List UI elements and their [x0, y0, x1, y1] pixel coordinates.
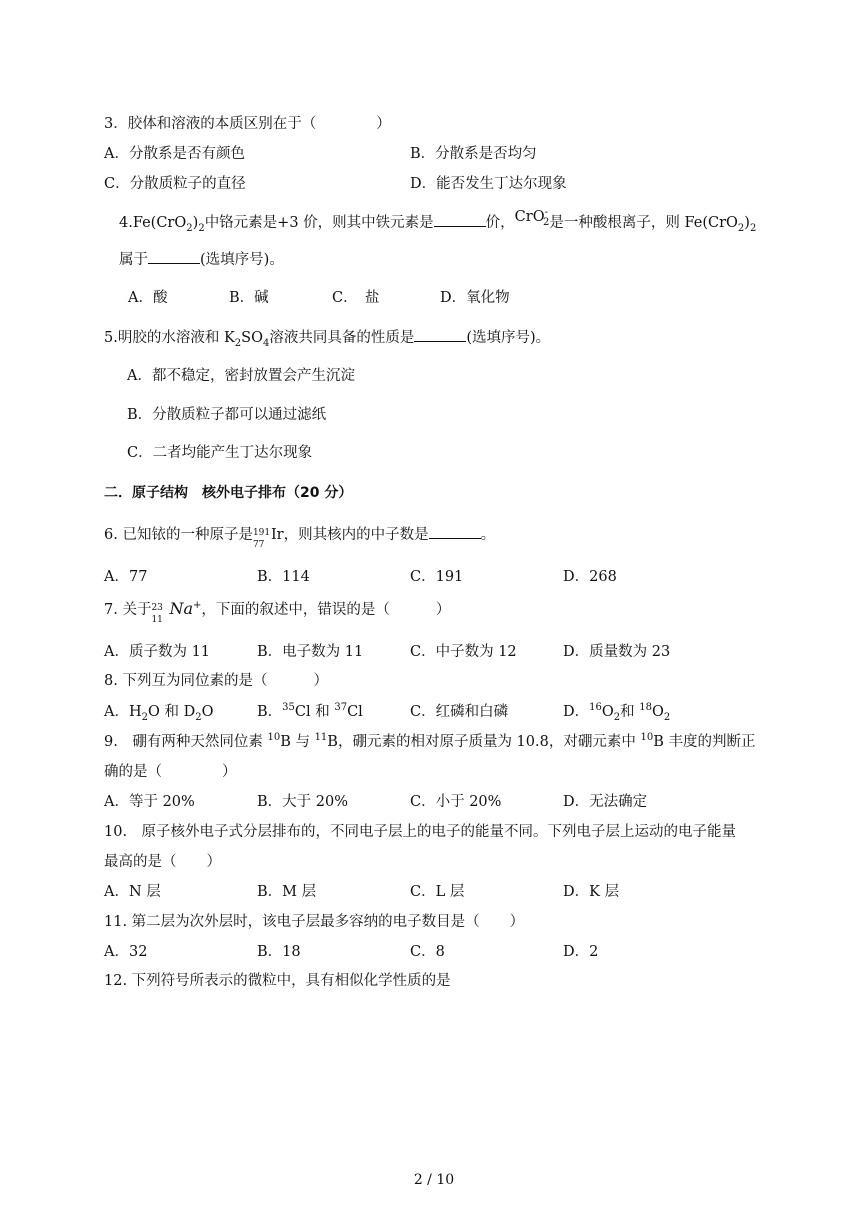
- q8-option-a: A．$H_2O$ 和 $D_2O$: [104, 704, 214, 723]
- q9-option-b: B．大于 20%: [257, 794, 348, 810]
- q10-stem: 10. 原子核外电子式分层排布的，不同电子层上的电子的能量不同。下列电子层上运动的电子能量: [104, 824, 737, 840]
- q4-option-b: B．碱: [229, 290, 269, 306]
- q6-option-c: C．191: [410, 569, 464, 585]
- q9-stem: 9. 硼有两种天然同位素 $^{10}$B 与 $^{11}$B，硼元素的相对原子质量为 10.8，对硼元素中 $^{10}$B 丰度的判断正: [104, 732, 756, 750]
- q8-stem: 8. 下列互为同位素的是（ ）: [104, 673, 328, 689]
- q6-stem: 6. 已知铱的一种原子是 191 77 Ir，则其核内的中子数是 。: [104, 524, 495, 545]
- q10-option-d: D．K 层: [563, 884, 620, 900]
- page-number: 2 / 10: [413, 1172, 455, 1188]
- q3-option-a: A．分散系是否有颜色: [104, 146, 245, 162]
- q8-option-c: C．红磷和白磷: [410, 704, 509, 720]
- q7-option-b: B．电子数为 11: [257, 644, 364, 660]
- q4-stem: $4.Fe(CrO_2)_2$中铬元素是+3 价，则其中铁元素是 价，CrO-$_2$是一种酸根离子，则 $Fe(CrO_2)_2$: [119, 207, 757, 234]
- q7-option-c: C．中子数为 12: [410, 644, 517, 660]
- q6-option-d: D．268: [563, 569, 617, 585]
- q9-option-c: C．小于 20%: [410, 794, 502, 810]
- q10-option-a: A．N 层: [104, 884, 161, 900]
- q11-option-d: D．2: [563, 944, 599, 960]
- q10-option-c: C．L 层: [410, 884, 465, 900]
- q4-option-c: C． 盐: [332, 290, 380, 306]
- q7-stem: 7. 关于 23 11 Na+，下面的叙述中，错误的是（ ）: [104, 599, 451, 625]
- q10-option-b: B．M 层: [257, 884, 317, 900]
- q5-option-c: C．二者均能产生丁达尔现象: [127, 445, 313, 461]
- q8-option-b: B．$^{35}$Cl 和 $^{37}$Cl: [257, 702, 363, 720]
- q11-option-a: A．32: [104, 944, 148, 960]
- q4-blank-1[interactable]: [434, 212, 486, 227]
- q4-line2: 属于 (选填序号)。: [119, 249, 284, 270]
- q4-option-d: D．氧化物: [440, 290, 510, 306]
- q3-option-d: D．能否发生丁达尔现象: [410, 176, 567, 192]
- q11-option-c: C．8: [410, 944, 445, 960]
- q6-option-b: B．114: [257, 569, 310, 585]
- q9-option-d: D．无法确定: [563, 794, 648, 810]
- q8-option-d: D．$^{16}O_2$和 $^{18}O_2$: [563, 702, 671, 723]
- sodium-nuclide: 23 11: [151, 603, 163, 625]
- iridium-nuclide: 191 77: [252, 528, 271, 550]
- q4-blank-2[interactable]: [148, 249, 200, 264]
- q3-stem: 3．胶体和溶液的本质区别在于（ ）: [104, 116, 391, 132]
- q6-blank[interactable]: [429, 524, 481, 539]
- q10-line2: 最高的是（ ）: [104, 854, 221, 870]
- q5-blank[interactable]: [414, 327, 466, 342]
- q4-option-a: A．酸: [128, 290, 168, 306]
- q5-option-a: A．都不稳定，密封放置会产生沉淀: [127, 368, 355, 384]
- q6-option-a: A．77: [104, 569, 148, 585]
- q11-stem: 11. 第二层为次外层时，该电子层最多容纳的电子数目是（ ）: [104, 914, 525, 930]
- q7-option-d: D．质量数为 23: [563, 644, 671, 660]
- q7-option-a: A．质子数为 11: [104, 644, 211, 660]
- q9-option-a: A．等于 20%: [104, 794, 195, 810]
- q11-option-b: B．18: [257, 944, 301, 960]
- q5-stem: 5.明胶的水溶液和 $K_2SO_4$溶液共同具备的性质是 (选填序号)。: [104, 327, 550, 348]
- q12-stem: 12. 下列符号所表示的微粒中，具有相似化学性质的是: [104, 973, 451, 989]
- q9-line2: 确的是（ ）: [104, 764, 237, 780]
- q3-option-c: C．分散质粒子的直径: [104, 176, 246, 192]
- section-2-heading: 二．原子结构 核外电子排布（20 分）: [104, 485, 353, 501]
- q5-option-b: B．分散质粒子都可以通过滤纸: [127, 407, 327, 423]
- q3-option-b: B．分散系是否均匀: [410, 146, 537, 162]
